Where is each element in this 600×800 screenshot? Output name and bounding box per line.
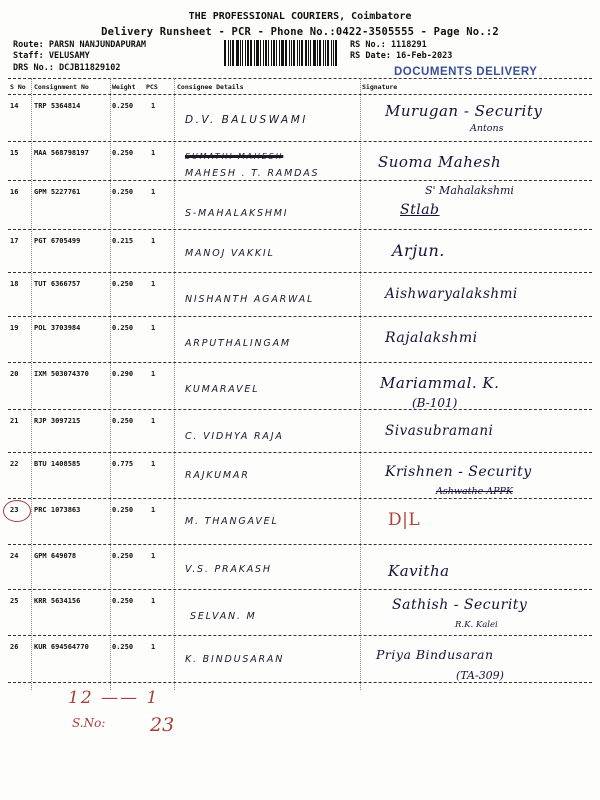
row-consignment-no: TUT 6366757	[34, 280, 81, 288]
barcode-bar	[240, 40, 241, 66]
row-signature-note: (B-101)	[412, 396, 458, 410]
barcode-bar	[333, 40, 334, 66]
row-consignment-no: KUR 694564770	[34, 643, 89, 651]
row-weight: 0.250	[112, 597, 134, 605]
table-row	[0, 96, 600, 136]
sno-note-label: S.No:	[72, 716, 106, 730]
row-signature: Stlab	[400, 202, 440, 218]
barcode-bar	[299, 40, 300, 66]
rs-number: RS No.: 1118291	[350, 40, 427, 50]
row-pcs: 1	[151, 188, 156, 196]
table-row	[0, 364, 600, 410]
row-sno: 24	[10, 552, 19, 560]
row-pcs: 1	[151, 280, 156, 288]
barcode-bar	[224, 40, 226, 66]
barcode-bar	[245, 40, 246, 66]
row-weight: 0.250	[112, 552, 134, 560]
header-bottom-rule	[8, 94, 592, 95]
row-signature: Sivasubramani	[385, 423, 494, 439]
row-consignee: V.S. PRAKASH	[185, 564, 272, 575]
barcode-bar	[263, 40, 264, 66]
row-consignment-no: RJP 3097215	[34, 417, 81, 425]
row-divider	[8, 682, 592, 683]
column-header-weight: Weight	[112, 83, 136, 91]
column-header-pcs: PCS	[146, 83, 158, 91]
barcode-bar	[327, 40, 329, 66]
row-divider	[8, 635, 592, 636]
table-row	[0, 143, 600, 183]
row-consignee: C. VIDHYA RAJA	[185, 431, 284, 442]
row-consignee: ARPUTHALINGAM	[185, 338, 291, 349]
row-signature-note: R.K. Kalei	[455, 620, 498, 630]
row-signature: Rajalakshmi	[385, 330, 478, 346]
row-signature: Murugan - Security	[385, 102, 543, 120]
barcode-bar	[317, 40, 318, 66]
barcode-bar	[260, 40, 261, 66]
row-signature: Kavitha	[388, 562, 450, 580]
barcode-bar	[228, 40, 229, 66]
sno-note-value: 23	[150, 714, 175, 736]
row-consignee: D.V. BALUSWAMI	[185, 114, 308, 126]
row-weight: 0.775	[112, 460, 134, 468]
row-sno: 23	[10, 506, 19, 514]
row-signature-note: Ashwathe APPK	[436, 486, 513, 497]
barcode-bar	[281, 40, 284, 66]
row-weight: 0.250	[112, 280, 134, 288]
row-pcs: 1	[151, 506, 156, 514]
company-title: THE PROFESSIONAL COURIERS, Coimbatore	[188, 11, 412, 22]
row-pcs: 1	[151, 149, 156, 157]
row-pcs: 1	[151, 460, 156, 468]
row-consignment-no: PGT 6705499	[34, 237, 81, 245]
row-weight: 0.250	[112, 417, 134, 425]
row-consignee-struck: SUMATHI MAHESH	[185, 152, 284, 161]
row-consignee: SELVAN. M	[190, 611, 257, 622]
row-consignee: MANOJ VAKKIL	[185, 248, 275, 259]
barcode-bar	[256, 40, 259, 66]
row-sno: 26	[10, 643, 19, 651]
column-header-signature: Signature	[362, 83, 398, 91]
row-signature-note: Antons	[470, 123, 504, 134]
row-consignment-no: MAA 568798197	[34, 149, 89, 157]
row-pcs: 1	[151, 370, 156, 378]
row-consignment-no: IXM 503074370	[34, 370, 89, 378]
barcode-bar	[331, 40, 332, 66]
row-consignee: NISHANTH AGARWAL	[185, 294, 315, 305]
row-sno: 21	[10, 417, 19, 425]
barcode-bar	[313, 40, 316, 66]
row-signature: Sathish - Security	[392, 597, 528, 613]
row-consignment-no: GPM 5227761	[34, 188, 81, 196]
row-pcs: 1	[151, 643, 156, 651]
row-consignment-no: GPM 649078	[34, 552, 77, 560]
row-pcs: 1	[151, 417, 156, 425]
row-weight: 0.250	[112, 506, 134, 514]
barcode-bar	[319, 40, 321, 66]
table-row	[0, 454, 600, 497]
barcode-bar	[293, 40, 295, 66]
barcode-bar	[325, 40, 326, 66]
drs-number: DRS No.: DCJB11829102	[13, 63, 121, 73]
table-row	[0, 274, 600, 314]
row-divider	[8, 452, 592, 453]
row-signature: D|L	[388, 510, 421, 530]
barcode-bar	[291, 40, 292, 66]
barcode-bar	[271, 40, 272, 66]
barcode-bar	[265, 40, 267, 66]
row-divider	[8, 544, 592, 545]
barcode-bar	[276, 40, 277, 66]
row-pcs: 1	[151, 102, 156, 110]
row-divider	[8, 498, 592, 499]
barcode-bar	[254, 40, 255, 66]
row-divider	[8, 362, 592, 363]
barcode-bar	[310, 40, 311, 66]
row-sno: 19	[10, 324, 19, 332]
barcode-bar	[273, 40, 275, 66]
row-consignment-no: BTU 1408585	[34, 460, 81, 468]
row-signature: Aishwaryalakshmi	[385, 286, 518, 302]
row-consignment-no: POL 3703984	[34, 324, 81, 332]
row-consignment-no: TRP 5364814	[34, 102, 81, 110]
table-row	[0, 500, 600, 540]
table-row	[0, 591, 600, 631]
row-sno: 15	[10, 149, 19, 157]
barcode-bar	[297, 40, 298, 66]
barcode-bar	[247, 40, 249, 66]
barcode-bar	[242, 40, 243, 66]
row-signature: Suoma Mahesh	[378, 153, 502, 171]
row-weight: 0.250	[112, 102, 134, 110]
row-consignee: KUMARAVEL	[185, 384, 260, 395]
row-sno: 20	[10, 370, 19, 378]
row-consignee: K. BINDUSARAN	[185, 654, 285, 665]
barcode-bar	[323, 40, 324, 66]
row-signature: Krishnen - Security	[385, 464, 532, 480]
route-label: Route: PARSN NANJUNDAPURAM	[13, 40, 147, 50]
table-row	[0, 182, 600, 222]
row-weight: 0.250	[112, 324, 134, 332]
row-pcs: 1	[151, 324, 156, 332]
barcode-bar	[279, 40, 280, 66]
row-pcs: 1	[151, 597, 156, 605]
barcode-bar	[268, 40, 269, 66]
row-signature-note: S' Mahalakshmi	[425, 184, 514, 197]
row-consignment-no: KRR 5634156	[34, 597, 81, 605]
column-header-sno: S No	[10, 83, 26, 91]
barcode-bar	[236, 40, 239, 66]
row-sno: 18	[10, 280, 19, 288]
row-weight: 0.250	[112, 188, 134, 196]
row-sno: 14	[10, 102, 19, 110]
row-consignee: S-MAHALAKSHMI	[185, 208, 289, 219]
row-divider	[8, 316, 592, 317]
row-sno: 16	[10, 188, 19, 196]
row-sno: 25	[10, 597, 19, 605]
staff-label: Staff: VELUSAMY	[13, 51, 90, 61]
row-divider	[8, 272, 592, 273]
row-divider	[8, 141, 592, 142]
header-top-rule	[8, 78, 592, 79]
row-consignee: RAJKUMAR	[185, 470, 250, 481]
row-divider	[8, 409, 592, 410]
rs-date: RS Date: 16-Feb-2023	[350, 51, 453, 61]
row-pcs: 1	[151, 552, 156, 560]
row-23-circle-mark	[3, 500, 31, 522]
row-consignment-no: PRC 1073863	[34, 506, 81, 514]
barcode	[224, 40, 344, 66]
barcode-bar	[232, 40, 234, 66]
table-row	[0, 546, 600, 586]
row-divider	[8, 229, 592, 230]
barcode-bar	[308, 40, 309, 66]
row-weight: 0.215	[112, 237, 134, 245]
row-signature: Mariammal. K.	[380, 374, 500, 392]
row-pcs: 1	[151, 237, 156, 245]
barcode-bar	[301, 40, 303, 66]
row-divider	[8, 589, 592, 590]
table-row	[0, 231, 600, 271]
row-sno: 22	[10, 460, 19, 468]
column-header-consignee: Consignee Details	[177, 83, 244, 91]
table-row	[0, 318, 600, 358]
row-weight: 0.290	[112, 370, 134, 378]
row-divider	[8, 180, 592, 181]
count-note: 12 —— 1	[68, 688, 160, 708]
barcode-bar	[250, 40, 252, 66]
documents-delivery-stamp: DOCUMENTS DELIVERY	[394, 66, 538, 78]
row-signature: Arjun.	[392, 241, 445, 260]
row-consignee: MAHESH . T. RAMDAS	[185, 168, 320, 179]
barcode-bar	[305, 40, 307, 66]
table-row	[0, 411, 600, 451]
runsheet-title: Delivery Runsheet - PCR - Phone No.:0422-3505555 - Page No.:2	[101, 26, 499, 38]
barcode-bar	[335, 40, 337, 66]
table-row	[0, 637, 600, 682]
row-consignee: M. THANGAVEL	[185, 516, 279, 527]
barcode-bar	[230, 40, 231, 66]
barcode-bar	[285, 40, 287, 66]
column-header-consignment: Consignment No	[34, 83, 89, 91]
row-weight: 0.250	[112, 149, 134, 157]
row-weight: 0.250	[112, 643, 134, 651]
barcode-bar	[289, 40, 290, 66]
row-signature: Priya Bindusaran	[376, 647, 494, 662]
row-sno: 17	[10, 237, 19, 245]
row-signature-note: (TA-309)	[456, 669, 504, 682]
